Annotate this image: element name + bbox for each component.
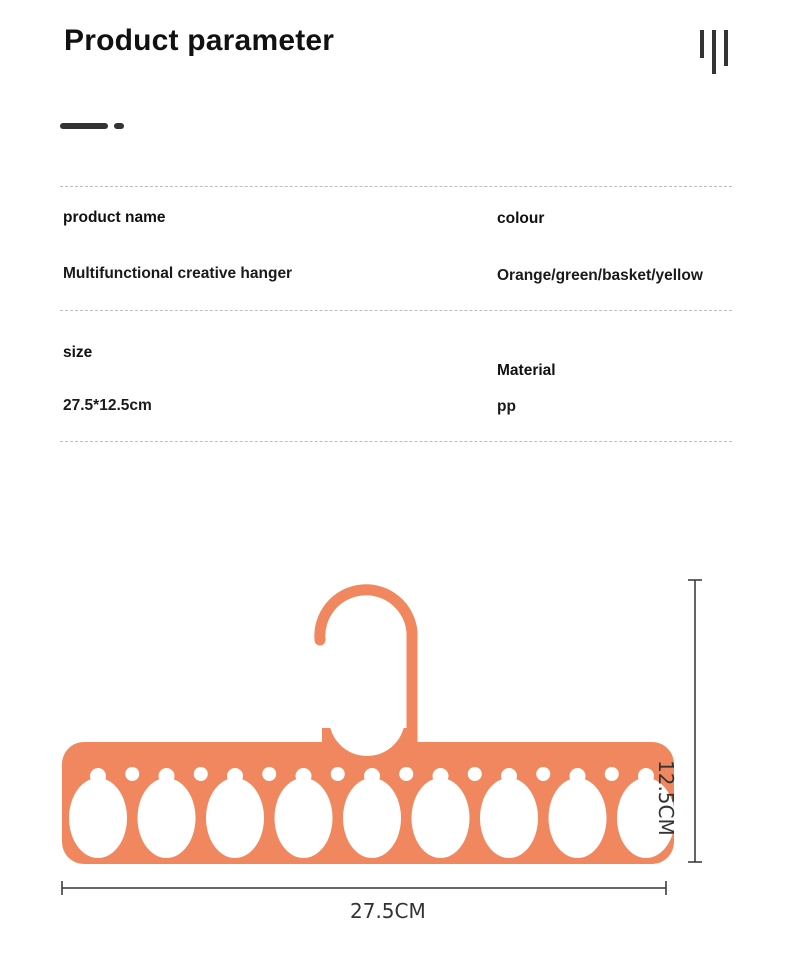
size-value: 27.5*12.5cm — [63, 397, 152, 414]
colour-label: colour — [497, 210, 545, 227]
menu-icon[interactable] — [698, 30, 734, 78]
divider-top — [60, 186, 732, 187]
height-dimension-line — [688, 580, 702, 862]
material-value: pp — [497, 398, 516, 415]
divider-middle — [60, 310, 732, 311]
material-label: Material — [497, 362, 556, 379]
width-dimension-line — [62, 881, 666, 895]
divider-bottom — [60, 441, 732, 442]
height-dimension-label: 12.5CM — [654, 760, 678, 836]
page-title: Product parameter — [64, 24, 335, 57]
colour-value: Orange/green/basket/yellow — [497, 267, 703, 284]
accent-divider — [60, 122, 130, 132]
product-name-value: Multifunctional creative hanger — [63, 265, 293, 282]
hanger-product-image — [62, 590, 674, 864]
size-label: size — [63, 344, 93, 361]
product-name-label: product name — [63, 209, 166, 226]
width-dimension-label: 27.5CM — [350, 899, 426, 923]
